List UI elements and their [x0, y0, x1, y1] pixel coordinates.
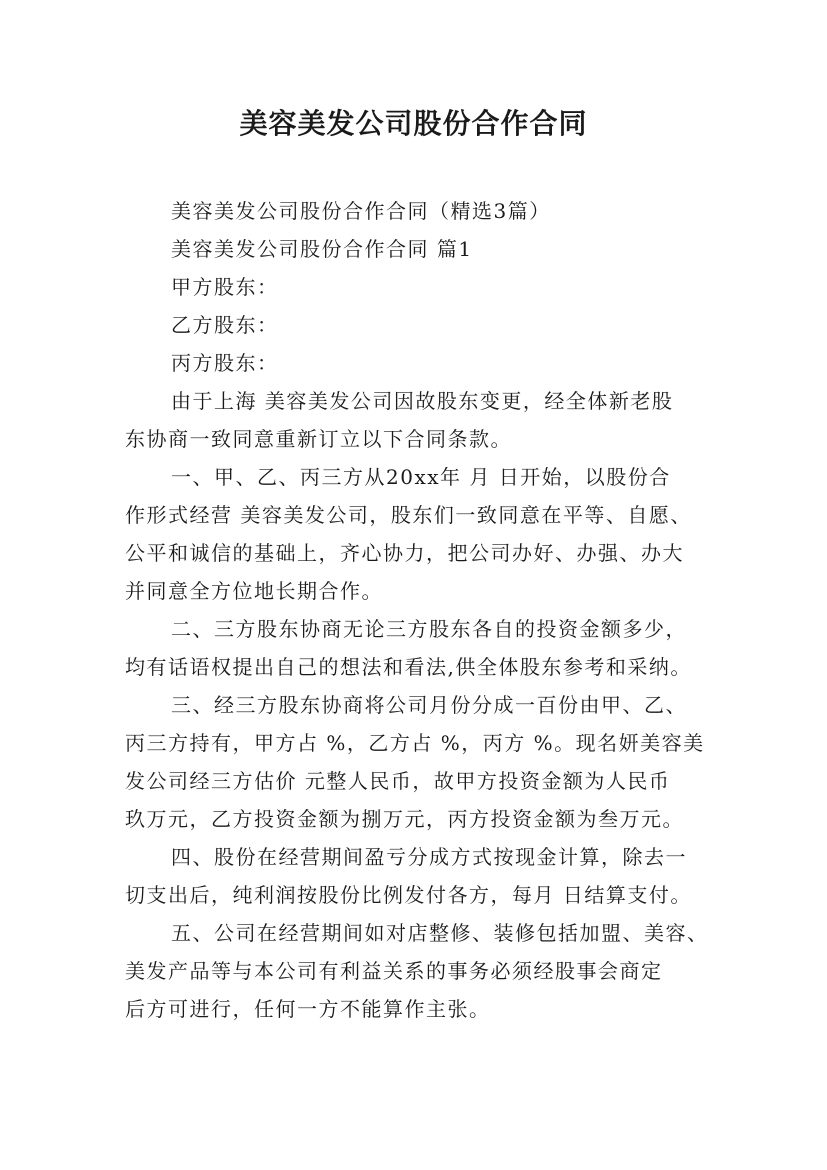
party-c-label: 丙方股东： — [171, 351, 279, 375]
clause-5-line: 美发产品等与本公司有利益关系的事务必须经股事会商定 — [125, 959, 663, 983]
clause-1-line: 作形式经营 美容美发公司，股东们一致同意在平等、自愿、 — [125, 503, 692, 527]
clause-5-line: 五、公司在经营期间如对店整修、装修包括加盟、美容、 — [171, 921, 709, 945]
section-heading: 美容美发公司股份合作合同 篇1 — [171, 237, 473, 261]
document-body — [125, 192, 709, 1028]
clause-2-line: 二、三方股东协商无论三方股东各自的投资金额多少， — [171, 617, 687, 641]
paragraph-intro-line: 由于上海 美容美发公司因故股东变更，经全体新老股 — [171, 389, 674, 413]
clause-3-line: 发公司经三方估价 元整人民币，故甲方投资金额为人民币 — [125, 769, 671, 793]
subtitle-line: 美容美发公司股份合作合同（精选3篇） — [171, 199, 551, 223]
party-b-label: 乙方股东： — [171, 313, 279, 337]
clause-4-line: 四、股份在经营期间盈亏分成方式按现金计算，除去一 — [171, 845, 687, 869]
clause-3-line: 三、经三方股东协商将公司月份分成一百份由甲、乙、 — [171, 693, 687, 717]
clause-1-line: 一、甲、乙、丙三方从20xx年 月 日开始，以股份合 — [171, 465, 671, 489]
party-a-label: 甲方股东： — [171, 275, 279, 299]
clause-3-line: 玖万元，乙方投资金额为捌万元，丙方投资金额为叁万元。 — [125, 807, 684, 831]
clause-3-line: 丙三方持有，甲方占 %，乙方占 %，丙方 %。现名妍美容美 — [125, 731, 705, 755]
clause-4-line: 切支出后，纯利润按股份比例发付各方，每月 日结算支付。 — [125, 883, 692, 907]
clause-1-line: 公平和诚信的基础上，齐心协力，把公司办好、办强、办大 — [125, 541, 684, 565]
clause-1-line: 并同意全方位地长期合作。 — [125, 579, 383, 603]
clause-2-line: 均有话语权提出自己的想法和看法,供全体股东参考和采纳。 — [125, 655, 692, 679]
paragraph-intro-line: 东协商一致同意重新订立以下合同条款。 — [125, 427, 512, 451]
document-title: 美容美发公司股份合作合同 — [239, 107, 588, 140]
clause-5-line: 后方可进行，任何一方不能算作主张。 — [125, 997, 491, 1021]
